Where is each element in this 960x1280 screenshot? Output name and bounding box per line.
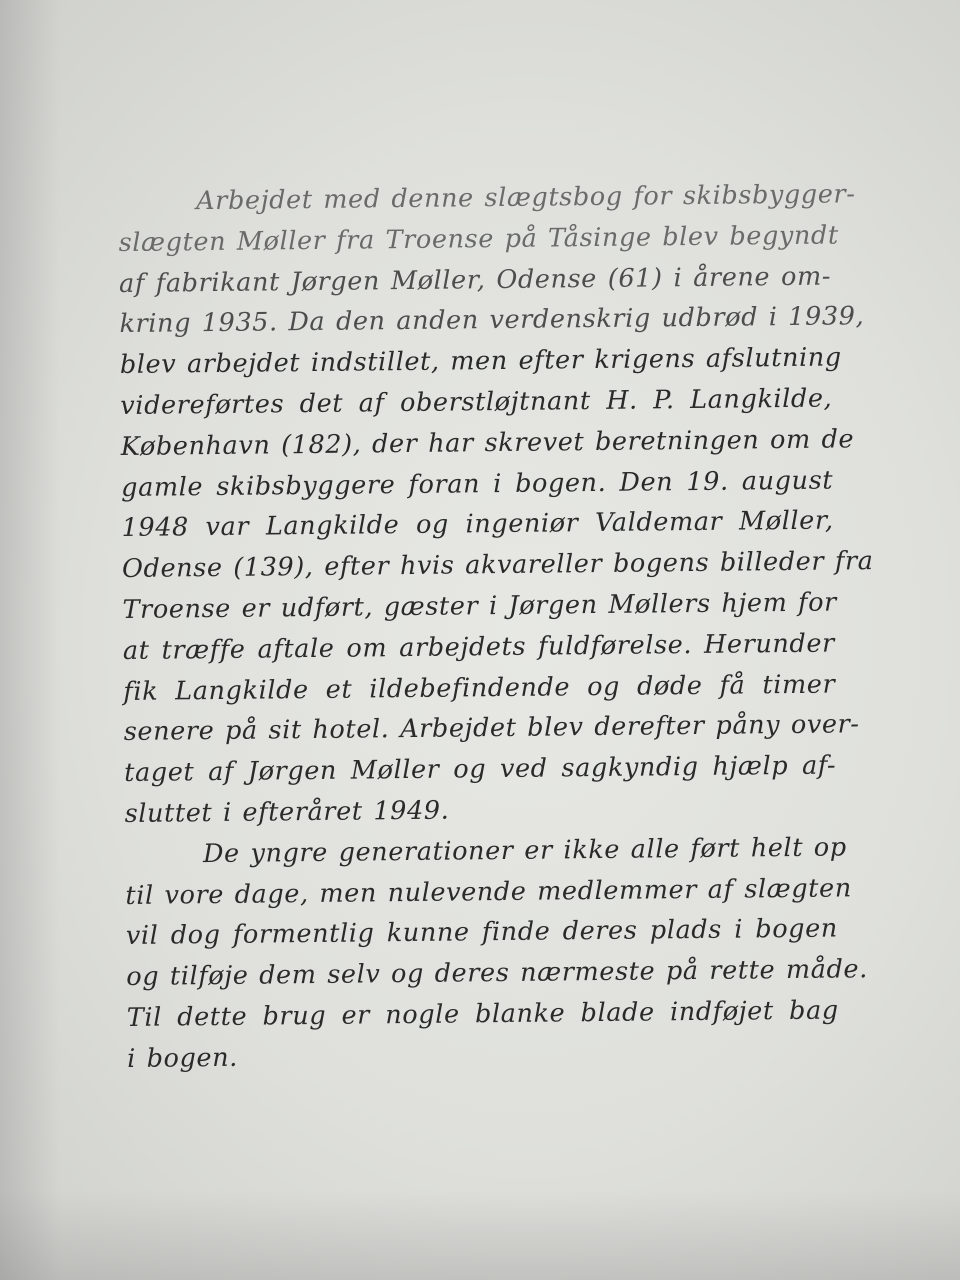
text-line: af fabrikant Jørgen Møller, Odense (61) i årene om-: [118, 261, 832, 299]
text-line: fik Langkilde et ildebefindende og døde få timer: [123, 669, 836, 707]
text-line: De yngre generationer er ikke alle ført helt op: [202, 832, 847, 869]
text-line: Arbejdet med denne slægtsbog for skibsbygger-: [196, 179, 856, 217]
text-line: 1948 var Langkilde og ingeniør Valdemar Møller,: [121, 505, 834, 544]
text-line: taget af Jørgen Møller og ved sagkyndig hjælp af-: [124, 750, 837, 789]
text-line: til vore dage, men nulevende medlemmer af slægten: [125, 872, 852, 911]
text-line: og tilføje dem selv og deres nærmeste på rette måde.: [126, 954, 868, 993]
text-line: blev arbejdet indstillet, men efter krigens afslutning: [119, 342, 842, 381]
text-line: København (182), der har skrevet beretningen om de: [120, 424, 855, 462]
text-line: sluttet i efteråret 1949.: [124, 795, 450, 829]
text-line: kring 1935. Da den anden verdenskrig udbrød i 1939,: [119, 301, 865, 340]
text-line: i bogen.: [127, 1042, 239, 1074]
text-line: at træffe aftale om arbejdets fuldførelse. Herunder: [122, 628, 836, 666]
paragraph-1: [118, 175, 874, 835]
body-text: [118, 175, 874, 1080]
text-line: Troense er udført, gæster i Jørgen Møllers hjem for: [122, 587, 838, 625]
paragraph-2: [125, 827, 868, 1079]
text-line: videreførtes det af oberstløjtnant H. P. Langkilde,: [120, 383, 833, 421]
text-line: senere på sit hotel. Arbejdet blev derefter påny over-: [123, 709, 860, 748]
text-line: Odense (139), efter hvis akvareller bogens billeder fra: [121, 546, 874, 585]
page-edge-shadow: [0, 0, 60, 1280]
page-bottom-shadow: [0, 1190, 960, 1280]
text-line: gamle skibsbyggere foran i bogen. Den 19. august: [121, 465, 834, 503]
text-line: vil dog formentlig kunne finde deres plads i bogen: [125, 913, 839, 952]
text-line: slægten Møller fra Troense på Tåsinge blev begyndt: [118, 220, 839, 258]
text-line: Til dette brug er nogle blanke blade indføjet bag: [126, 995, 839, 1033]
